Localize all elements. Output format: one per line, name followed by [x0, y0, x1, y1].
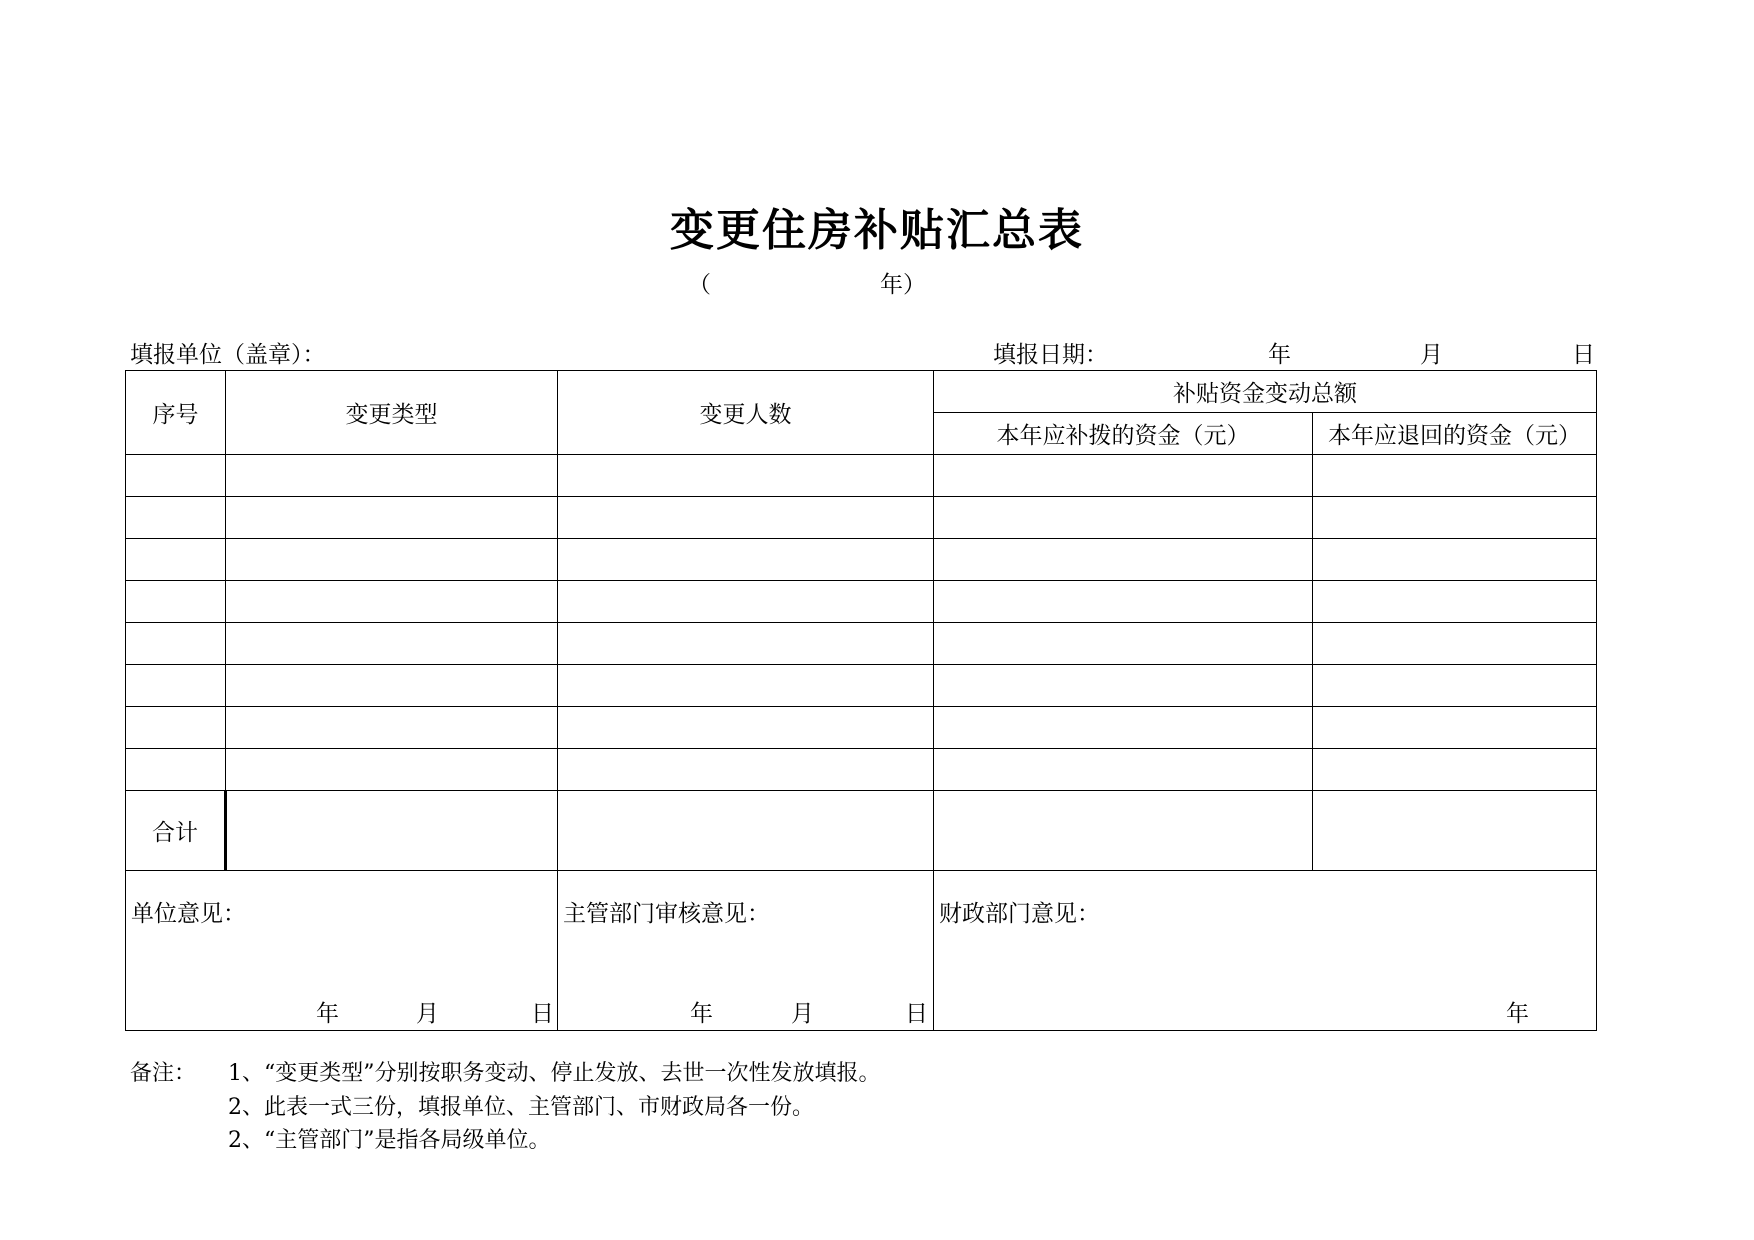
cell-seq[interactable]	[126, 455, 226, 497]
cell-seq[interactable]	[126, 623, 226, 665]
total-change-type[interactable]	[226, 791, 558, 871]
note-item: 1、“变更类型”分别按职务变动、停止发放、去世一次性发放填报。	[228, 1061, 881, 1086]
cell-fund-allocate[interactable]	[934, 455, 1313, 497]
table-row	[126, 497, 1597, 539]
dept-opinion-cell[interactable]	[558, 871, 934, 1031]
cell-change-type[interactable]	[226, 581, 558, 623]
cell-change-type[interactable]	[226, 749, 558, 791]
cell-change-type[interactable]	[226, 665, 558, 707]
finance-opinion-cell[interactable]	[934, 871, 1597, 1031]
header-change-type: 变更类型	[226, 371, 558, 455]
cell-fund-return[interactable]	[1313, 749, 1597, 791]
cell-change-type[interactable]	[226, 455, 558, 497]
cell-fund-return[interactable]	[1313, 497, 1597, 539]
cell-change-count[interactable]	[558, 455, 934, 497]
cell-change-count[interactable]	[558, 497, 934, 539]
cell-fund-allocate[interactable]	[934, 497, 1313, 539]
cell-change-count[interactable]	[558, 707, 934, 749]
subsidy-summary-table	[125, 370, 1597, 1031]
cell-fund-allocate[interactable]	[934, 539, 1313, 581]
cell-change-count[interactable]	[558, 665, 934, 707]
cell-seq[interactable]	[126, 539, 226, 581]
cell-seq[interactable]	[126, 749, 226, 791]
total-row	[126, 791, 1597, 871]
finance-opinion-year: 年	[1506, 1001, 1529, 1027]
header-fund-return: 本年应退回的资金（元）	[1313, 413, 1597, 455]
cell-fund-return[interactable]	[1313, 581, 1597, 623]
cell-change-type[interactable]	[226, 623, 558, 665]
unit-opinion-day: 日	[531, 1001, 554, 1027]
table-row	[126, 539, 1597, 581]
notes-label: 备注：	[130, 1061, 197, 1086]
unit-opinion-month: 月	[416, 1001, 439, 1027]
date-year: 年	[1268, 342, 1291, 368]
header-fund-group: 补贴资金变动总额	[934, 371, 1597, 413]
cell-change-type[interactable]	[226, 707, 558, 749]
table-row	[126, 623, 1597, 665]
table-row	[126, 665, 1597, 707]
dept-opinion-year: 年	[690, 1001, 713, 1027]
note-item: 2、“主管部门”是指各局级单位。	[228, 1128, 551, 1153]
total-fund-return[interactable]	[1313, 791, 1597, 871]
cell-fund-return[interactable]	[1313, 539, 1597, 581]
total-change-count[interactable]	[558, 791, 934, 871]
total-fund-allocate[interactable]	[934, 791, 1313, 871]
cell-fund-return[interactable]	[1313, 455, 1597, 497]
cell-seq[interactable]	[126, 665, 226, 707]
table-row	[126, 581, 1597, 623]
cell-change-type[interactable]	[226, 539, 558, 581]
cell-change-type[interactable]	[226, 497, 558, 539]
date-month: 月	[1420, 342, 1443, 368]
cell-fund-return[interactable]	[1313, 623, 1597, 665]
cell-change-count[interactable]	[558, 539, 934, 581]
header-seq: 序号	[126, 371, 226, 455]
header-change-count: 变更人数	[558, 371, 934, 455]
dept-opinion-day: 日	[905, 1001, 928, 1027]
cell-fund-allocate[interactable]	[934, 749, 1313, 791]
cell-seq[interactable]	[126, 707, 226, 749]
cell-fund-allocate[interactable]	[934, 581, 1313, 623]
cell-fund-allocate[interactable]	[934, 707, 1313, 749]
date-label: 填报日期：	[993, 342, 1108, 368]
cell-change-count[interactable]	[558, 623, 934, 665]
note-item: 2、此表一式三份，填报单位、主管部门、市财政局各一份。	[228, 1095, 814, 1120]
finance-opinion-label: 财政部门意见：	[939, 901, 1100, 927]
cell-fund-allocate[interactable]	[934, 665, 1313, 707]
page-title: 变更住房补贴汇总表	[670, 205, 1084, 256]
cell-fund-allocate[interactable]	[934, 623, 1313, 665]
subtitle-year: 年）	[880, 272, 926, 298]
table-row	[126, 455, 1597, 497]
cell-change-count[interactable]	[558, 749, 934, 791]
cell-seq[interactable]	[126, 581, 226, 623]
header-fund-allocate: 本年应补拨的资金（元）	[934, 413, 1313, 455]
dept-opinion-label: 主管部门审核意见：	[563, 901, 770, 927]
unit-opinion-year: 年	[316, 1001, 339, 1027]
table-row	[126, 707, 1597, 749]
date-day: 日	[1572, 342, 1595, 368]
table-row	[126, 749, 1597, 791]
cell-fund-return[interactable]	[1313, 665, 1597, 707]
total-label: 合计	[126, 791, 226, 871]
subtitle-open: （	[688, 272, 711, 298]
unit-opinion-cell[interactable]	[126, 871, 558, 1031]
opinion-row	[126, 871, 1597, 1031]
dept-opinion-month: 月	[791, 1001, 814, 1027]
unit-label: 填报单位（盖章）：	[130, 342, 326, 368]
cell-fund-return[interactable]	[1313, 707, 1597, 749]
cell-change-count[interactable]	[558, 581, 934, 623]
unit-opinion-label: 单位意见：	[131, 901, 246, 927]
cell-seq[interactable]	[126, 497, 226, 539]
